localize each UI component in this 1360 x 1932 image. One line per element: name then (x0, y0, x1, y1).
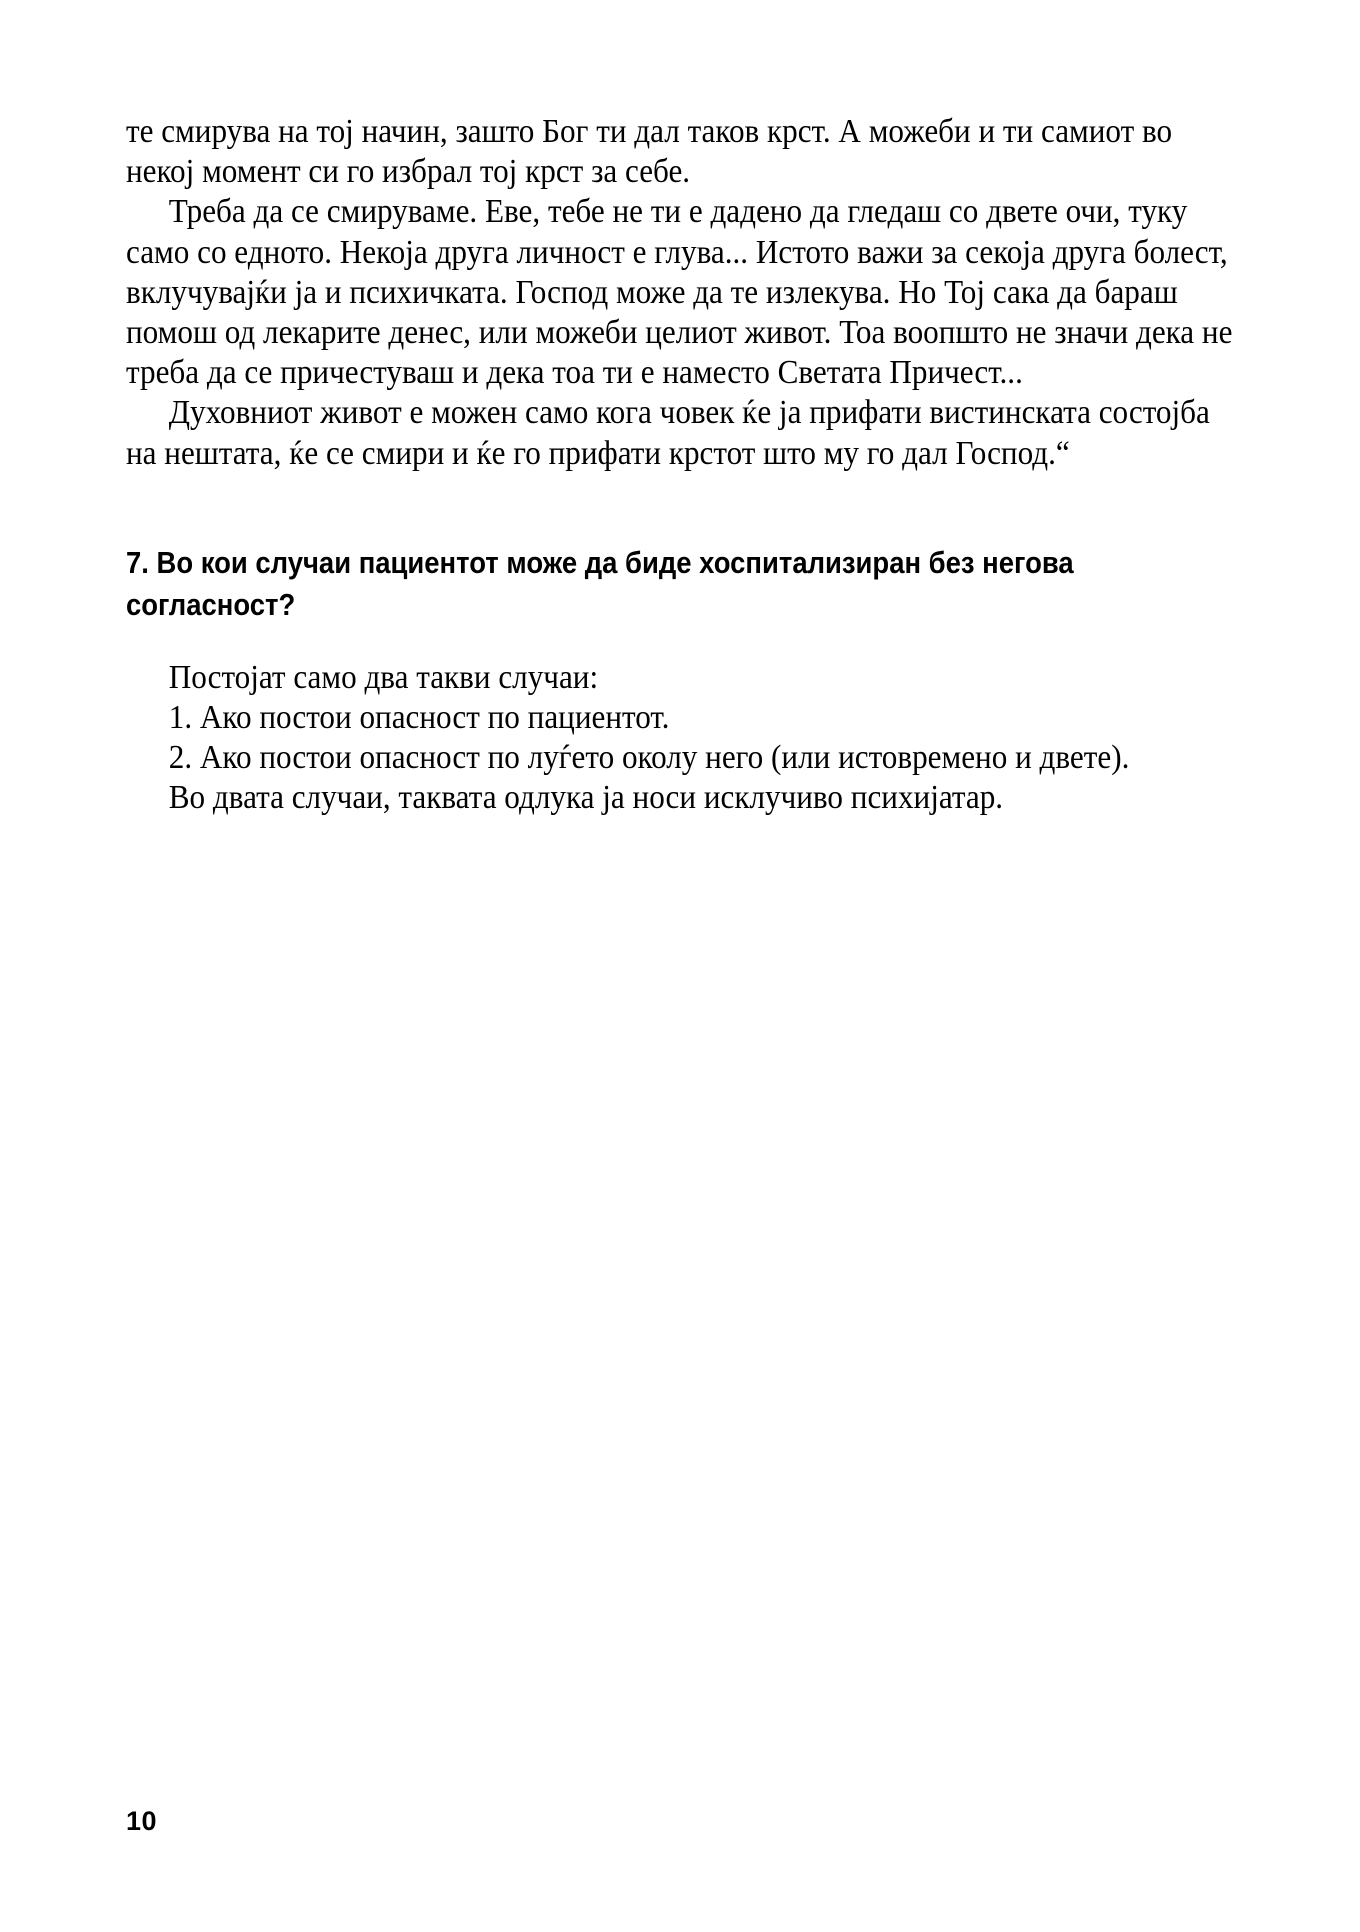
body-text-block (126, 112, 1233, 474)
spacer-before-heading (126, 474, 1233, 542)
spacer-after-heading (126, 626, 1233, 658)
page-number: 10 (126, 1806, 158, 1836)
paragraph-continued-quote: те смирува на тој начин, зашто Бог ти дал таков крст. А можеби и ти самиот во некој момент си го избрал тој крст за себе. (126, 113, 1173, 191)
paragraph-conclusion: Во двата случаи, таквата одлука ја носи исклучиво психијатар. (168, 779, 1004, 817)
paragraph-case-2: 2. Ако постои опасност по луѓето околу него (или истовремено и двете). (168, 739, 1130, 777)
section-body-text-block (126, 658, 1233, 819)
section-heading-question-7: 7. Во кои случаи пациентот може да биде хоспитализиран без негова согласност? (126, 545, 1074, 622)
paragraph-duhovniot-zivot: Духовниот живот е можен само кога човек ќе ја прифати вистинската состојба на нештата, ќе се смири и ќе го прифати крстот што му го дал Господ.“ (126, 394, 1210, 472)
paragraph-treba-da-se-smiruvame: Треба да се смируваме. Еве, тебе не ти е дадено да гледаш со двете очи, туку само со едното. Некоја друга личност е глува... Истото важи за секоја друга болест, вклучувајќи ја и психичката. Господ може да те излекува. Но Тој сака да бараш помош од лекарите денес, или можеби целиот живот. Тоа воопшто не значи дека не треба да се причестуваш и дека тоа ти е наместо Светата Причест... (126, 193, 1233, 392)
page-content (126, 112, 1233, 819)
paragraph-postojat-samo-dva: Постојат само два такви случаи: (168, 658, 599, 696)
paragraph-case-1: 1. Ако постои опасност по пациентот. (168, 699, 670, 737)
